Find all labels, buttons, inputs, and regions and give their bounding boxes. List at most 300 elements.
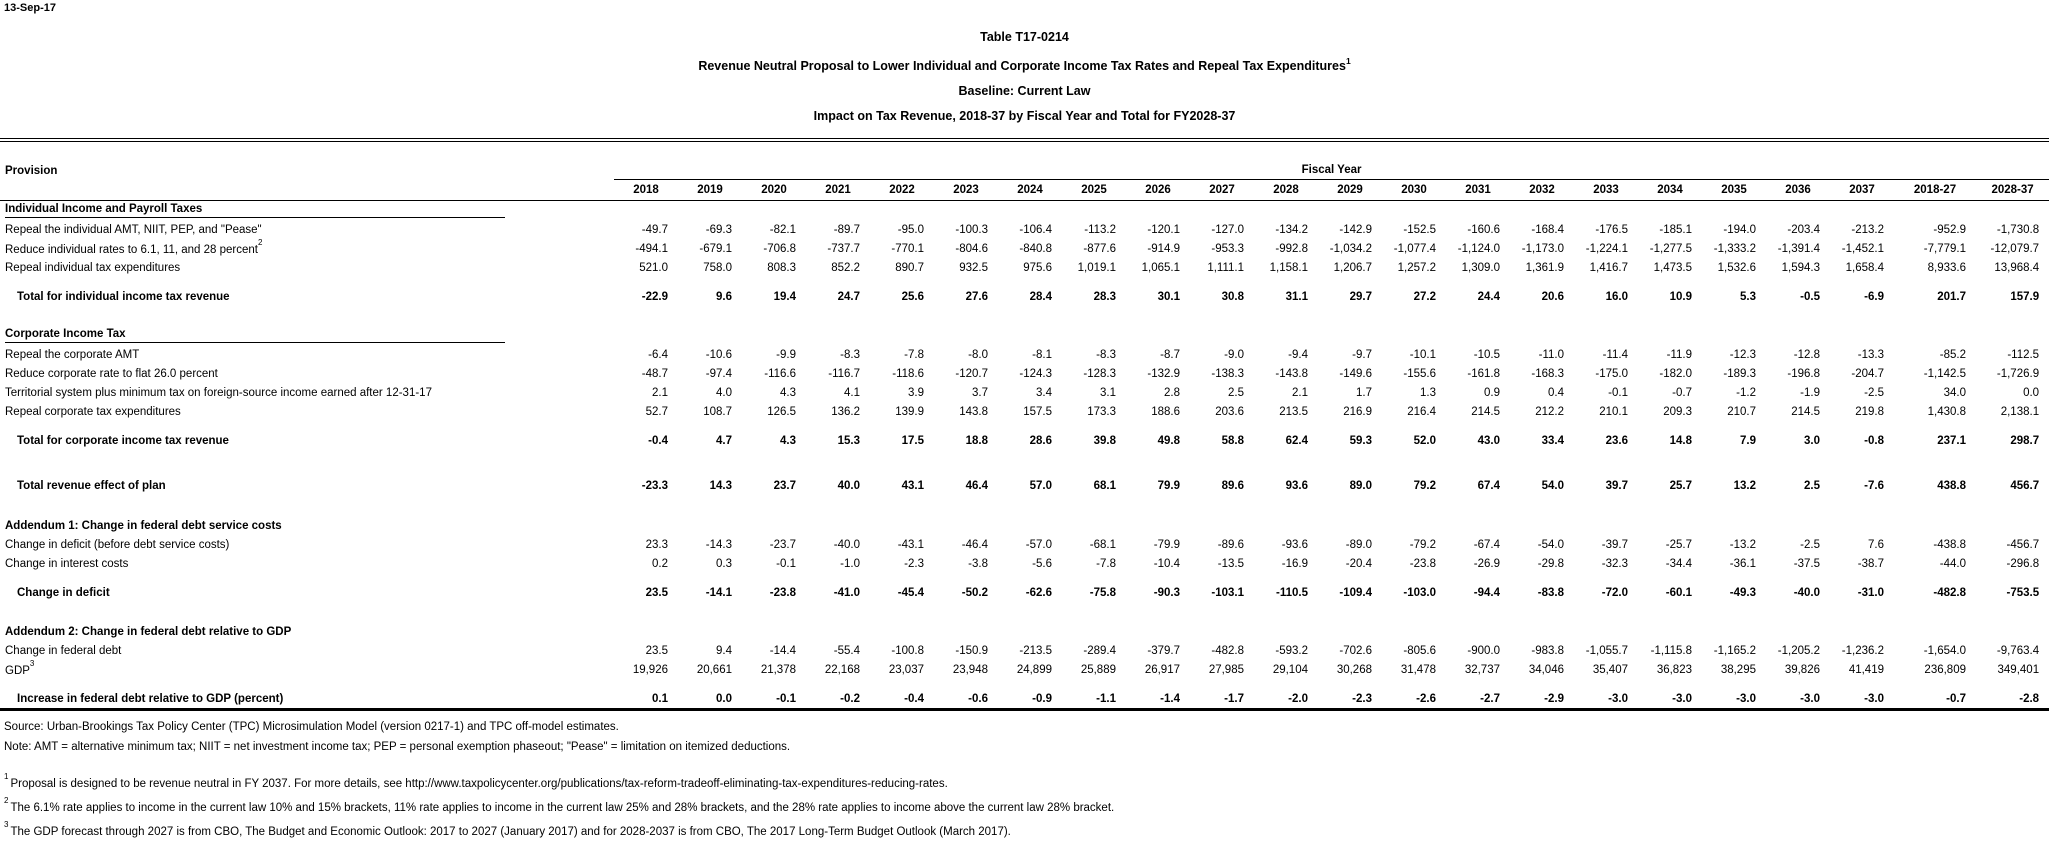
value-cell: 33.4 xyxy=(1541,434,1564,447)
value-cell: -83.8 xyxy=(1537,586,1564,599)
date-label: 13-Sep-17 xyxy=(4,2,56,14)
value-cell: -11.9 xyxy=(1666,348,1692,361)
footnote-ref-3: 3 xyxy=(29,659,35,669)
value-cell: 0.1 xyxy=(652,692,668,705)
value-cell: -79.9 xyxy=(1153,538,1180,551)
value-cell: 89.0 xyxy=(1349,479,1372,492)
value-cell: -143.8 xyxy=(1275,367,1308,380)
value-cell: -124.3 xyxy=(1019,367,1052,380)
value-cell: -160.6 xyxy=(1467,223,1500,236)
value-cell: 52.7 xyxy=(645,405,668,418)
value-cell: 808.3 xyxy=(767,261,796,274)
value-cell: 5.3 xyxy=(1740,290,1756,303)
value-cell: 40.0 xyxy=(837,479,860,492)
value-cell: -109.4 xyxy=(1339,586,1372,599)
value-cell: -6.9 xyxy=(1864,290,1884,303)
value-cell: -992.8 xyxy=(1275,242,1308,255)
value-cell: -0.4 xyxy=(904,692,924,705)
value-cell: 9.6 xyxy=(716,290,732,303)
footnote-ref-2: 2 xyxy=(257,238,263,248)
value-cell: -57.0 xyxy=(1025,538,1052,551)
value-cell: 46.4 xyxy=(965,479,988,492)
year-column-header: 2026 xyxy=(1126,180,1190,201)
value-cell: 9.4 xyxy=(716,644,732,657)
value-cell: 4.3 xyxy=(780,386,796,399)
value-cell: -9.0 xyxy=(1224,348,1244,361)
year-column-header: 2035 xyxy=(1702,180,1766,201)
value-cell: -128.3 xyxy=(1083,367,1116,380)
value-cell: -196.8 xyxy=(1787,367,1820,380)
value-cell: -10.1 xyxy=(1409,348,1436,361)
total-row xyxy=(0,287,2049,306)
value-cell: 14.3 xyxy=(709,479,732,492)
value-cell: -23.7 xyxy=(769,538,796,551)
value-cell: -3.0 xyxy=(1800,692,1820,705)
value-cell: -213.5 xyxy=(1019,644,1052,657)
value-cell: -11.4 xyxy=(1602,348,1628,361)
footnote-1-text: Proposal is designed to be revenue neutral in FY 2037. For more details, see http://www.taxpolicycenter.org/publications/tax-reform-tradeoff-eliminating-tax-expenditures-reducing-rates. xyxy=(10,777,948,790)
section-row xyxy=(0,326,2049,345)
total-row xyxy=(0,431,2049,450)
value-cell: -120.7 xyxy=(955,367,988,380)
value-cell: 19,926 xyxy=(632,663,668,676)
value-cell: 3.0 xyxy=(1804,434,1820,447)
value-cell: -0.2 xyxy=(840,692,860,705)
value-cell: 15.3 xyxy=(837,434,860,447)
value-cell: 157.9 xyxy=(2010,290,2040,303)
row-label: Repeal corporate tax expenditures xyxy=(5,405,181,418)
value-cell: -72.0 xyxy=(1601,586,1628,599)
value-cell: -31.0 xyxy=(1857,586,1884,599)
value-cell: -49.7 xyxy=(641,223,668,236)
row-label: Total revenue effect of plan xyxy=(17,479,166,492)
value-cell: 39.8 xyxy=(1093,434,1116,447)
impact-label: Impact on Tax Revenue, 2018-37 by Fiscal Year and Total for FY2028-37 xyxy=(813,109,1236,124)
value-cell: 30,268 xyxy=(1336,663,1372,676)
year-column-header: 2025 xyxy=(1062,180,1126,201)
value-cell: -110.5 xyxy=(1276,586,1308,599)
value-cell: -44.0 xyxy=(1939,557,1966,570)
value-cell: -9.9 xyxy=(776,348,796,361)
value-cell: -3.0 xyxy=(1736,692,1756,705)
value-cell: 214.5 xyxy=(1471,405,1500,418)
value-cell: -1,077.4 xyxy=(1393,242,1436,255)
abbreviation-note: Note: AMT = alternative minimum tax; NIIT = net investment income tax; PEP = personal exemption phaseout; "Pease" = limitation on itemized deductions. xyxy=(4,741,791,754)
row-label: Total for corporate income tax revenue xyxy=(17,434,229,447)
year-column-header: 2030 xyxy=(1382,180,1446,201)
value-cell: -103.1 xyxy=(1211,586,1244,599)
value-cell: 2,138.1 xyxy=(2000,405,2040,418)
value-cell: 2.5 xyxy=(1228,386,1244,399)
value-cell: 219.8 xyxy=(1855,405,1884,418)
value-cell: 28.6 xyxy=(1029,434,1052,447)
data-row xyxy=(0,554,2049,573)
data-row xyxy=(0,535,2049,554)
footnote-1 xyxy=(4,770,2049,794)
value-cell: 1,309.0 xyxy=(1461,261,1500,274)
value-cell: 25.6 xyxy=(901,290,924,303)
value-cell: -805.6 xyxy=(1403,644,1436,657)
value-cell: 1,257.2 xyxy=(1397,261,1436,274)
value-cell: 3.9 xyxy=(908,386,924,399)
value-cell: 0.0 xyxy=(716,692,732,705)
value-cell: -142.9 xyxy=(1339,223,1372,236)
table-number: Table T17-0214 xyxy=(980,30,1069,44)
value-cell: -175.0 xyxy=(1595,367,1628,380)
value-cell: -168.4 xyxy=(1531,223,1564,236)
value-cell: -5.6 xyxy=(1032,557,1052,570)
value-cell: -203.4 xyxy=(1787,223,1820,236)
value-cell: 1,206.7 xyxy=(1333,261,1372,274)
value-cell: -39.7 xyxy=(1601,538,1628,551)
year-column-header: 2032 xyxy=(1510,180,1574,201)
value-cell: 136.2 xyxy=(831,405,860,418)
value-cell: -8.0 xyxy=(968,348,988,361)
value-cell: 298.7 xyxy=(2010,434,2040,447)
value-cell: -116.6 xyxy=(764,367,796,380)
value-cell: -43.1 xyxy=(897,538,924,551)
row-label: Reduce corporate rate to flat 26.0 percent xyxy=(5,367,218,380)
value-cell: -914.9 xyxy=(1147,242,1180,255)
value-cell: -296.8 xyxy=(2006,557,2040,570)
value-cell: -132.9 xyxy=(1147,367,1180,380)
year-column-header: 2028 xyxy=(1254,180,1318,201)
value-cell: 23,948 xyxy=(952,663,988,676)
value-cell: -134.2 xyxy=(1275,223,1308,236)
value-cell: -150.9 xyxy=(955,644,988,657)
fiscal-year-group-header: Fiscal Year xyxy=(614,142,2049,180)
value-cell: 237.1 xyxy=(1937,434,1966,447)
footnote-2 xyxy=(4,794,2049,818)
year-column-header: 2031 xyxy=(1446,180,1510,201)
value-cell: 14.8 xyxy=(1669,434,1692,447)
value-cell: -161.8 xyxy=(1467,367,1500,380)
value-cell: 1.3 xyxy=(1420,386,1436,399)
value-cell: 29,104 xyxy=(1272,663,1308,676)
value-cell: 67.4 xyxy=(1477,479,1500,492)
value-cell: 39,826 xyxy=(1784,663,1820,676)
row-label: Repeal individual tax expenditures xyxy=(5,261,181,274)
value-cell: -593.2 xyxy=(1275,644,1308,657)
value-cell: 24.4 xyxy=(1477,290,1500,303)
value-cell: -14.1 xyxy=(705,586,732,599)
value-cell: -2.9 xyxy=(1544,692,1564,705)
value-cell: -20.4 xyxy=(1345,557,1372,570)
value-cell: 3.4 xyxy=(1036,386,1052,399)
spacer-row xyxy=(0,679,2049,689)
value-cell: 1,473.5 xyxy=(1653,261,1692,274)
value-cell: -0.9 xyxy=(1032,692,1052,705)
value-cell: 521.0 xyxy=(639,261,668,274)
row-label: Total for individual income tax revenue xyxy=(17,290,230,303)
value-cell: -2.3 xyxy=(904,557,924,570)
value-cell: 93.6 xyxy=(1285,479,1308,492)
value-cell: -155.6 xyxy=(1403,367,1436,380)
total-row xyxy=(0,689,2049,708)
value-cell: 1.7 xyxy=(1356,386,1372,399)
value-cell: 932.5 xyxy=(959,261,988,274)
year-column-header: 2018-27 xyxy=(1894,180,1976,201)
table-title-text: Revenue Neutral Proposal to Lower Individual and Corporate Income Tax Rates and Repeal Tax Expenditures xyxy=(698,59,1346,74)
value-cell: 27,985 xyxy=(1208,663,1244,676)
row-label: Repeal the individual AMT, NIIT, PEP, and "Pease" xyxy=(5,223,262,236)
value-cell: -75.8 xyxy=(1089,586,1116,599)
data-row xyxy=(0,258,2049,277)
footnote-ref-1: 1 xyxy=(1345,56,1351,66)
value-cell: 2.1 xyxy=(652,386,668,399)
row-label: Change in federal debt xyxy=(5,644,122,657)
value-cell: 201.7 xyxy=(1937,290,1966,303)
value-cell: -89.0 xyxy=(1345,538,1372,551)
value-cell: 30.1 xyxy=(1157,290,1180,303)
year-column-header: 2021 xyxy=(806,180,870,201)
data-row xyxy=(0,364,2049,383)
value-cell: -62.6 xyxy=(1025,586,1052,599)
value-cell: 4.1 xyxy=(844,386,860,399)
value-cell: 23.6 xyxy=(1605,434,1628,447)
value-cell: 43.0 xyxy=(1477,434,1500,447)
value-cell: -89.6 xyxy=(1217,538,1244,551)
value-cell: -1,224.1 xyxy=(1585,242,1628,255)
section-label: Addendum 1: Change in federal debt service costs xyxy=(5,519,282,532)
value-cell: -379.7 xyxy=(1147,644,1180,657)
value-cell: -3.0 xyxy=(1864,692,1884,705)
value-cell: 3.1 xyxy=(1100,386,1116,399)
spacer-row xyxy=(0,450,2049,476)
value-cell: 54.0 xyxy=(1541,479,1564,492)
value-cell: -1.9 xyxy=(1800,386,1820,399)
value-cell: 1,111.1 xyxy=(1207,261,1244,274)
value-cell: -877.6 xyxy=(1083,242,1116,255)
value-cell: -16.9 xyxy=(1281,557,1308,570)
value-cell: 4.7 xyxy=(716,434,732,447)
value-cell: -100.3 xyxy=(955,223,988,236)
value-cell: 30.8 xyxy=(1221,290,1244,303)
value-cell: -36.1 xyxy=(1729,557,1756,570)
value-cell: 23.5 xyxy=(645,586,668,599)
value-cell: 7.6 xyxy=(1868,538,1884,551)
value-cell: 35,407 xyxy=(1592,663,1628,676)
value-cell: -8.1 xyxy=(1032,348,1052,361)
spacer-row xyxy=(0,277,2049,287)
total-row xyxy=(0,476,2049,495)
value-cell: -40.0 xyxy=(1793,586,1820,599)
value-cell: -23.8 xyxy=(1409,557,1436,570)
spacer-row xyxy=(0,495,2049,516)
value-cell: -89.7 xyxy=(833,223,860,236)
value-cell: -1.7 xyxy=(1224,692,1244,705)
data-row xyxy=(0,641,2049,660)
value-cell: -2.7 xyxy=(1480,692,1500,705)
value-cell: 23.3 xyxy=(645,538,668,551)
row-label: Reduce individual rates to 6.1, 11, and 28 percent$^2$ xyxy=(5,238,263,257)
value-cell: -60.1 xyxy=(1665,586,1692,599)
value-cell: -7,779.1 xyxy=(1923,242,1966,255)
data-row xyxy=(0,345,2049,364)
value-cell: 8,933.6 xyxy=(1927,261,1966,274)
value-cell: -1,277.5 xyxy=(1649,242,1692,255)
value-cell: 1,594.3 xyxy=(1781,261,1820,274)
value-cell: 29.7 xyxy=(1349,290,1372,303)
value-cell: -0.7 xyxy=(1672,386,1692,399)
year-column-header: 2024 xyxy=(998,180,1062,201)
value-cell: -770.1 xyxy=(891,242,924,255)
year-column-header: 2022 xyxy=(870,180,934,201)
value-cell: 216.9 xyxy=(1343,405,1372,418)
value-cell: 20,661 xyxy=(696,663,732,676)
value-cell: -1,034.2 xyxy=(1329,242,1372,255)
value-cell: 210.7 xyxy=(1727,405,1756,418)
value-cell: 28.4 xyxy=(1029,290,1052,303)
value-cell: -3.0 xyxy=(1672,692,1692,705)
value-cell: 34,046 xyxy=(1528,663,1564,676)
baseline-label: Baseline: Current Law xyxy=(958,84,1091,99)
value-cell: -97.4 xyxy=(705,367,732,380)
value-cell: 758.0 xyxy=(703,261,732,274)
value-cell: -2.0 xyxy=(1288,692,1308,705)
value-cell: -679.1 xyxy=(699,242,732,255)
row-label: Increase in federal debt relative to GDP (percent) xyxy=(17,692,284,705)
value-cell: 31.1 xyxy=(1285,290,1308,303)
value-cell: -1,165.2 xyxy=(1713,644,1756,657)
value-cell: 79.2 xyxy=(1413,479,1436,492)
row-label: Repeal the corporate AMT xyxy=(5,348,140,361)
value-cell: 173.3 xyxy=(1087,405,1116,418)
value-cell: -0.7 xyxy=(1946,692,1966,705)
value-cell: -0.1 xyxy=(776,557,796,570)
value-cell: -113.2 xyxy=(1084,223,1116,236)
value-cell: 62.4 xyxy=(1285,434,1308,447)
year-column-header: 2036 xyxy=(1766,180,1830,201)
value-cell: -1,654.0 xyxy=(1923,644,1966,657)
year-column-header: 2019 xyxy=(678,180,742,201)
value-cell: 22,168 xyxy=(824,663,860,676)
value-cell: 57.0 xyxy=(1029,479,1052,492)
footer-block xyxy=(0,711,2049,841)
value-cell: 89.6 xyxy=(1221,479,1244,492)
year-column-header: 2033 xyxy=(1574,180,1638,201)
value-cell: -438.8 xyxy=(1933,538,1966,551)
value-cell: -46.4 xyxy=(961,538,988,551)
value-cell: -9.4 xyxy=(1288,348,1308,361)
value-cell: -1,333.2 xyxy=(1713,242,1756,255)
revenue-table xyxy=(0,142,2049,708)
data-row xyxy=(0,383,2049,402)
value-cell: 25.7 xyxy=(1669,479,1692,492)
footnote-2-marker: 2 xyxy=(4,795,9,805)
value-cell: -23.3 xyxy=(641,479,668,492)
value-cell: -706.8 xyxy=(763,242,796,255)
value-cell: -93.6 xyxy=(1281,538,1308,551)
value-cell: -494.1 xyxy=(635,242,668,255)
value-cell: 139.9 xyxy=(895,405,924,418)
value-cell: -1,055.7 xyxy=(1585,644,1628,657)
value-cell: 16.0 xyxy=(1605,290,1628,303)
value-cell: -1,124.0 xyxy=(1457,242,1500,255)
value-cell: 58.8 xyxy=(1221,434,1244,447)
value-cell: 49.8 xyxy=(1157,434,1180,447)
value-cell: 34.0 xyxy=(1943,386,1966,399)
value-cell: -1.2 xyxy=(1736,386,1756,399)
value-cell: 157.5 xyxy=(1023,405,1052,418)
value-cell: 2.8 xyxy=(1164,386,1180,399)
value-cell: 79.9 xyxy=(1157,479,1180,492)
value-cell: 2.1 xyxy=(1292,386,1308,399)
value-cell: 23.5 xyxy=(645,644,668,657)
value-cell: -100.8 xyxy=(891,644,924,657)
value-cell: -25.7 xyxy=(1665,538,1692,551)
value-cell: -67.4 xyxy=(1473,538,1500,551)
section-label: Corporate Income Tax xyxy=(0,326,614,345)
value-cell: 52.0 xyxy=(1413,434,1436,447)
value-cell: 1,430.8 xyxy=(1927,405,1966,418)
value-cell: -953.3 xyxy=(1211,242,1244,255)
spacer-row xyxy=(0,306,2049,326)
value-cell: 4.0 xyxy=(716,386,732,399)
value-cell: 209.3 xyxy=(1663,405,1692,418)
value-cell: 236,809 xyxy=(1924,663,1966,676)
value-cell: 10.9 xyxy=(1669,290,1692,303)
value-cell: -22.9 xyxy=(641,290,668,303)
value-cell: 0.0 xyxy=(2023,386,2040,399)
value-cell: -90.3 xyxy=(1153,586,1180,599)
value-cell: 24.7 xyxy=(837,290,860,303)
year-column-header: 2037 xyxy=(1830,180,1894,201)
value-cell: -702.6 xyxy=(1339,644,1372,657)
value-cell: 25,889 xyxy=(1080,663,1116,676)
value-cell: 17.5 xyxy=(901,434,924,447)
value-cell: -149.6 xyxy=(1339,367,1372,380)
value-cell: 24,899 xyxy=(1016,663,1052,676)
value-cell: -13.2 xyxy=(1729,538,1756,551)
value-cell: -0.1 xyxy=(776,692,796,705)
value-cell: 7.9 xyxy=(1740,434,1756,447)
value-cell: 21,378 xyxy=(760,663,796,676)
data-row xyxy=(0,239,2049,258)
value-cell: -1,391.4 xyxy=(1777,242,1820,255)
value-cell: -12,079.7 xyxy=(1990,242,2040,255)
value-cell: -12.8 xyxy=(1793,348,1820,361)
value-cell: -10.6 xyxy=(705,348,732,361)
year-column-header: 2029 xyxy=(1318,180,1382,201)
year-column-header: 2020 xyxy=(742,180,806,201)
footer-gap xyxy=(4,757,2049,770)
value-cell: -38.7 xyxy=(1857,557,1884,570)
value-cell: -120.1 xyxy=(1147,223,1180,236)
value-cell: -8.3 xyxy=(840,348,860,361)
value-cell: -152.5 xyxy=(1403,223,1436,236)
value-cell: -10.5 xyxy=(1473,348,1500,361)
value-cell: -127.0 xyxy=(1211,223,1244,236)
value-cell: -11.0 xyxy=(1538,348,1564,361)
value-cell: -32.3 xyxy=(1601,557,1628,570)
section-plain-row xyxy=(0,516,2049,535)
value-cell: -482.8 xyxy=(1211,644,1244,657)
value-cell: -7.6 xyxy=(1864,479,1884,492)
value-cell: -0.4 xyxy=(648,434,668,447)
value-cell: 0.2 xyxy=(652,557,668,570)
value-cell: 456.7 xyxy=(2010,479,2040,492)
value-cell: 26,917 xyxy=(1144,663,1180,676)
value-cell: 19.4 xyxy=(773,290,796,303)
footnote-1-marker: 1 xyxy=(4,772,9,782)
value-cell: -900.0 xyxy=(1467,644,1500,657)
spacer-row xyxy=(0,602,2049,622)
value-cell: -23.8 xyxy=(769,586,796,599)
value-cell: -3.0 xyxy=(1608,692,1628,705)
value-cell: -2.6 xyxy=(1416,692,1436,705)
value-cell: -40.0 xyxy=(833,538,860,551)
